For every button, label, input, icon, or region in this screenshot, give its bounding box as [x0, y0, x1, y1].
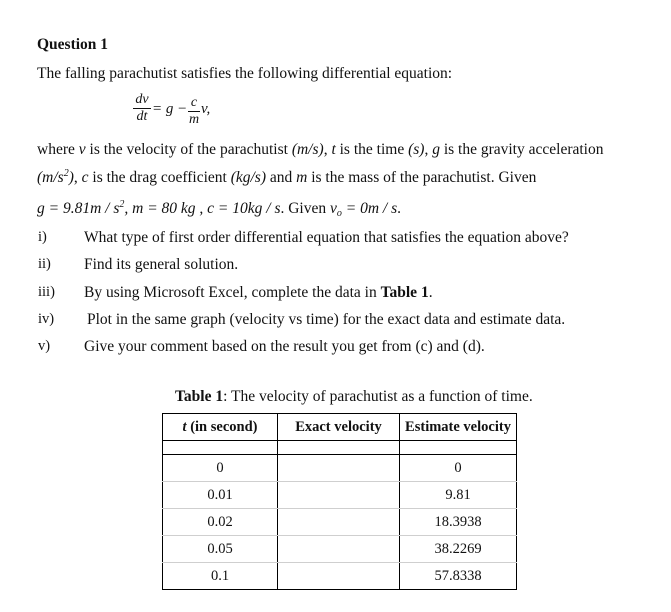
header-estimate-velocity: Estimate velocity: [400, 414, 517, 441]
cell-time: 0.05: [163, 536, 278, 563]
table-spacer-row: [163, 441, 517, 455]
equation-dt: dt: [136, 109, 148, 124]
equation-tail: v,: [201, 101, 211, 117]
table-row: [163, 455, 517, 482]
table-row: [163, 482, 517, 509]
equation-c-over-m: [188, 96, 200, 127]
question-text: By using Microsoft Excel, complete the data in Table 1.: [84, 284, 433, 301]
table-caption: Table 1: The velocity of parachutist as a function of time.: [175, 388, 533, 405]
cell-exact: [278, 536, 400, 563]
cell-estimate: 38.2269: [400, 536, 517, 563]
description-line-2: $(m/s^2)$, c is the drag coefficient (kg/s) and m is the mass of the parachutist. Given: [37, 168, 537, 186]
cell-exact: [278, 509, 400, 536]
question-text: Plot in the same graph (velocity vs time) for the exact data and estimate data.: [87, 311, 566, 328]
cell-time: 0.1: [163, 563, 278, 590]
cell-estimate: 57.8338: [400, 563, 517, 590]
question-number: iii): [38, 284, 55, 300]
cell-estimate: 18.3938: [400, 509, 517, 536]
equation-dvdt: [133, 93, 151, 124]
description-line-3: $g = 9.81m / s^2$, m = 80 kg , c = 10kg / s. Given $v_o = 0m / s$.: [37, 199, 402, 219]
question-text: What type of first order differential equation that satisfies the equation above?: [84, 229, 569, 246]
equation-c: c: [190, 95, 198, 110]
cell-estimate: 0: [400, 455, 517, 482]
question-number: i): [38, 229, 47, 245]
cell-time: 0: [163, 455, 278, 482]
question-title: Question 1: [37, 36, 109, 53]
cell-estimate: 9.81: [400, 482, 517, 509]
cell-exact: [278, 563, 400, 590]
question-number: v): [38, 338, 51, 354]
cell-exact: [278, 455, 400, 482]
equation-dv: dv: [135, 92, 149, 107]
table-row: [163, 563, 517, 590]
cell-time: 0.02: [163, 509, 278, 536]
question-number: ii): [38, 256, 51, 272]
header-time: t (in second): [163, 414, 278, 441]
equation-m: m: [188, 112, 200, 127]
question-text: Find its general solution.: [84, 256, 239, 273]
cell-time: 0.01: [163, 482, 278, 509]
table-row: [163, 509, 517, 536]
table-header-row: [163, 414, 517, 441]
intro-text: The falling parachutist satisfies the following differential equation:: [37, 65, 453, 82]
equation-middle: = g −: [152, 101, 188, 117]
cell-exact: [278, 482, 400, 509]
velocity-table: [162, 413, 517, 590]
question-number: iv): [38, 311, 55, 327]
description-line-1: where v is the velocity of the parachutist (m/s), t is the time (s), g is the gravity acceleration: [37, 141, 604, 158]
table-row: [163, 536, 517, 563]
question-text: Give your comment based on the result you get from (c) and (d).: [84, 338, 485, 355]
header-exact-velocity: Exact velocity: [278, 414, 400, 441]
